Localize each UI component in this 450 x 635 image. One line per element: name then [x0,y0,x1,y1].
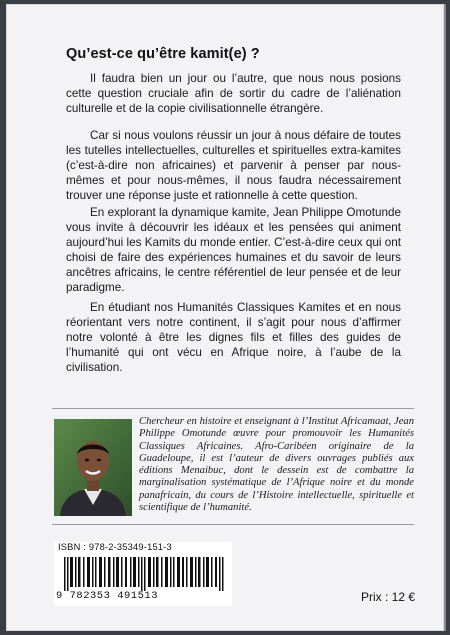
isbn-label: ISBN : 978-2-35349-151-3 [58,542,172,552]
divider-top [52,408,414,409]
body-paragraph-1: Il faudra bien un jour ou l’autre, que nous nous posions cette question cruciale afin de sortir du cadre de l’aliénation culturelle et de la copie civilisationnelle étrangère. [66,72,401,116]
barcode-panel [54,542,232,606]
body-paragraph-4: En étudiant nos Humanités Classiques Kamites et en nous réorientant vers notre continent, il s’agit pour nous d’affirmer notre volonté à être les dignes fils et filles des guides de l’humanité qui ont vécu en Afrique noire, à l’aube de la civilisation. [66,301,401,375]
divider-bottom [52,524,414,525]
barcode-number: 9 782353 491513 [56,590,159,602]
back-cover [6,4,444,631]
body-paragraph-2: Car si nous voulons réussir un jour à nous défaire de toutes les tutelles intellectuelles, culturelles et spirituelles extra-kamites (c’est-à-dire non africaines) et parvenir à penser par nous-mêmes et pour nous-mêmes, il nous faudra nécessairement trouver une réponse juste et rationnelle à cette question. [66,129,401,203]
price-label: Prix : 12 € [361,590,416,604]
ean13-barcode-icon [64,557,224,591]
body-paragraph-3: En explorant la dynamique kamite, Jean Philippe Omotunde vous invite à découvrir les idéaux et les pensées qui animent aujourd’hui les Kamits du monde entier. C’est-à-dire ceux qui ont choisi de faire des expériences humaines et du savoir de leurs ancêtres africains, le centre référentiel de leur pensée et de leur paradigme. [66,206,401,295]
author-bio: Chercheur en histoire et enseignant à l’Institut Africamaat, Jean Philippe Omotunde œuvre pour promouvoir les Humanités Classiques Africaines. Afro-Caribéen originaire de la Guadeloupe, il est l’auteur de divers ouvrages publiés aux éditions Menaibuc, dont le dessein est de combattre la marginalisation systématique de l’Afrique noire et du monde panafricain, du cours de l’Histoire intellectuelle, spirituelle et scientifique de l’humanité. [139,416,414,514]
cover-heading: Qu’est-ce qu’être kamit(e) ? [66,46,260,62]
author-portrait-icon [54,419,132,516]
